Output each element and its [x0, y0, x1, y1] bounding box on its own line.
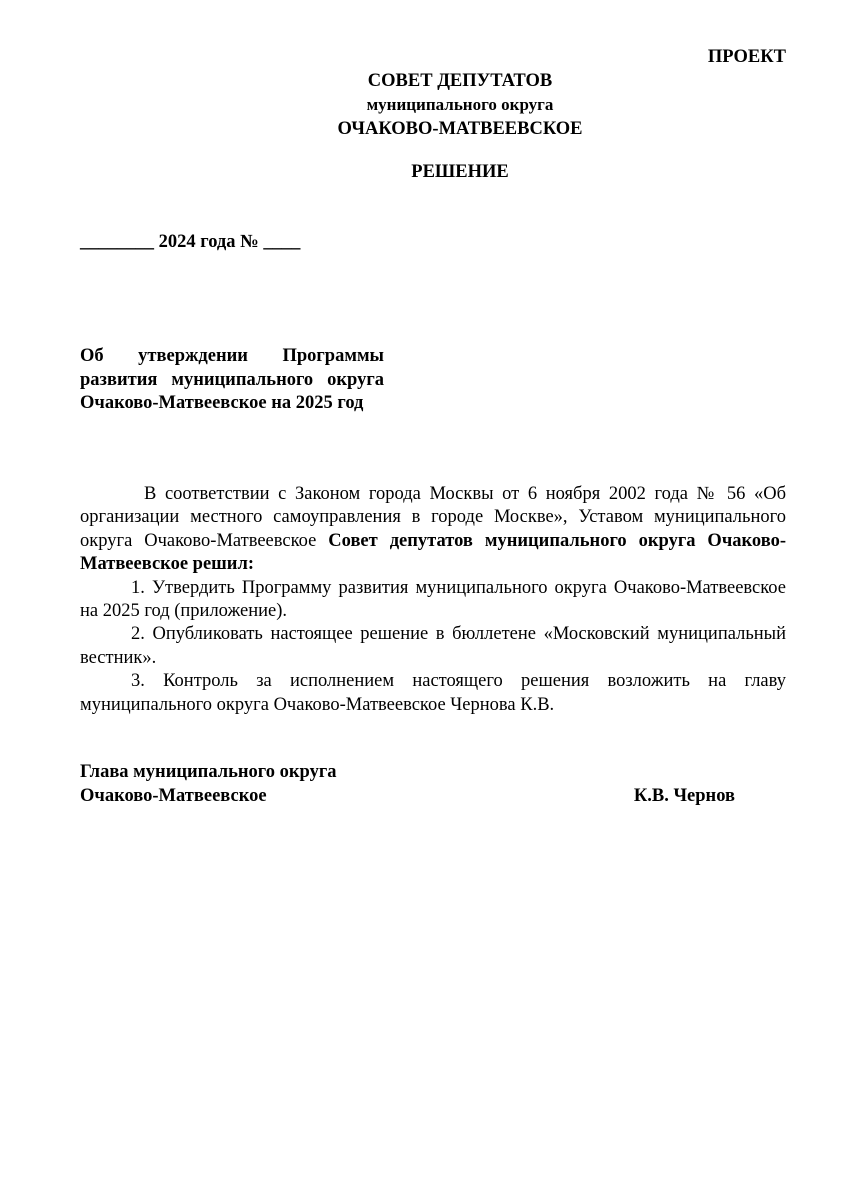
resolution-item-3: 3. Контроль за исполнением настоящего решения возложить на главу муниципального округа Очаково-Матвеевское Чернова К.В. [80, 671, 786, 715]
resolution-item-2: 2. Опубликовать настоящее решение в бюллетене «Московский муниципальный вестник». [80, 624, 786, 668]
signatory-name: К.В. Чернов [633, 786, 735, 806]
signatory-title-line1: Глава муниципального округа [80, 762, 337, 782]
decision-body [80, 483, 786, 717]
preamble-paragraph [80, 483, 786, 577]
resolution-item-1: 1. Утвердить Программу развития муниципального округа Очаково-Матвеевское на 2025 год (приложение). [80, 577, 786, 622]
municipality-subtitle: муниципального округа [366, 95, 554, 114]
preamble-text: В соответствии с Законом города Москвы от 6 ноября 2002 года № 56 «Об организации местного самоуправления в городе Москве», Уставом муниципального округа Очаково-Матвеевское [80, 484, 786, 551]
preamble-resolution: Совет депутатов муниципального округа Очаково-Матвеевское решил: [80, 530, 786, 575]
date-blank: ________ [80, 232, 154, 252]
draft-label: ПРОЕКТ [707, 47, 786, 67]
district-name: ОЧАКОВО-МАТВЕЕВСКОЕ [337, 119, 583, 139]
date-number-line [80, 231, 300, 254]
document-header [80, 69, 840, 141]
decision-subject: Об утверждении Программы развития муниципального округа Очаково-Матвеевское на 2025 год [80, 346, 384, 413]
number-blank: ____ [263, 232, 301, 252]
council-title: СОВЕТ ДЕПУТАТОВ [367, 71, 553, 91]
decision-title: РЕШЕНИЕ [411, 162, 509, 182]
signature-block [80, 760, 735, 808]
year-text: 2024 года № [158, 232, 259, 252]
signatory-title-line2: Очаково-Матвеевское [80, 786, 267, 806]
